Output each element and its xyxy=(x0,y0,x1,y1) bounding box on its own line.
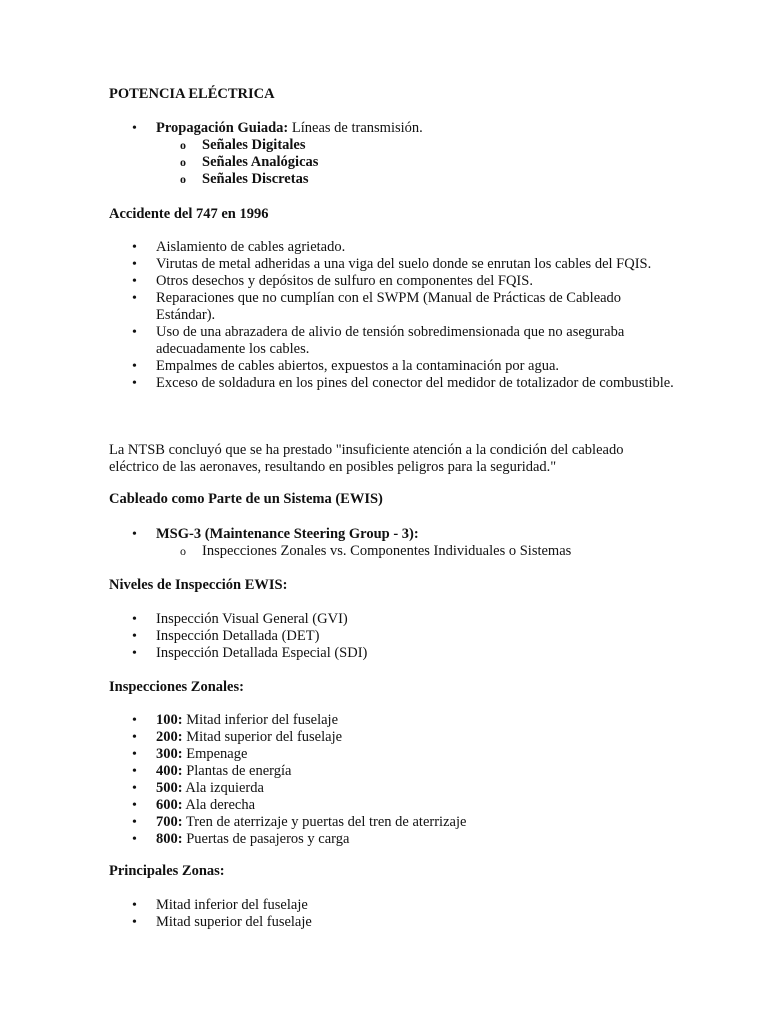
zonales-list xyxy=(0,712,700,848)
section-heading-principales: Principales Zonas: xyxy=(109,863,225,879)
section-heading-accidente: Accidente del 747 en 1996 xyxy=(109,206,269,222)
section-heading-zonales: Inspecciones Zonales: xyxy=(109,679,244,695)
list-item: • Inspección Detallada Especial (SDI) xyxy=(0,645,676,662)
list-item: • Empalmes de cables abiertos, expuestos a la contaminación por agua. xyxy=(0,358,676,375)
propagacion-text: Líneas de transmisión. xyxy=(288,120,423,136)
list-item: • Mitad superior del fuselaje xyxy=(0,914,676,931)
list-item: • Mitad inferior del fuselaje xyxy=(0,897,676,914)
zone-code: 200: xyxy=(156,729,183,745)
zone-code: 800: xyxy=(156,831,183,847)
zone-text: Mitad superior del fuselaje xyxy=(182,729,343,745)
list-item xyxy=(0,780,676,797)
zone-text: Empenage xyxy=(182,746,248,762)
list-item: • Reparaciones que no cumplían con el SWPM (Manual de Prácticas de Cableado Estándar). xyxy=(0,290,676,324)
section-heading-cableado: Cableado como Parte de un Sistema (EWIS) xyxy=(109,491,383,507)
ntsb-conclusion: La NTSB concluyó que se ha prestado "insuficiente atención a la condición del cableado eléctrico de las aeronaves, resultando en posibles peligros para la seguridad." xyxy=(109,442,624,475)
zone-code: 400: xyxy=(156,763,183,779)
zone-text: Mitad inferior del fuselaje xyxy=(182,712,339,728)
list-item xyxy=(0,831,676,848)
section-heading-niveles: Niveles de Inspección EWIS: xyxy=(109,577,288,593)
zone-text: Puertas de pasajeros y carga xyxy=(182,831,350,847)
zone-code: 700: xyxy=(156,814,183,830)
zone-text: Ala derecha xyxy=(182,797,256,813)
list-item: • Aislamiento de cables agrietado. xyxy=(0,239,676,256)
list-item xyxy=(0,797,676,814)
zone-code: 300: xyxy=(156,746,183,762)
list-item xyxy=(0,814,676,831)
propagacion-list xyxy=(0,120,700,188)
sub-list-item: o Señales Discretas xyxy=(156,171,676,188)
signal-sublist xyxy=(156,137,676,188)
msg3-label: MSG-3 (Maintenance Steering Group - 3): xyxy=(156,526,419,542)
list-item xyxy=(0,120,676,188)
list-item xyxy=(0,763,676,780)
list-item xyxy=(0,526,676,560)
msg3-sublist xyxy=(156,543,676,560)
sub-list-item: o Señales Analógicas xyxy=(156,154,676,171)
list-item: • Inspección Detallada (DET) xyxy=(0,628,676,645)
list-item: • Inspección Visual General (GVI) xyxy=(0,611,676,628)
principales-list xyxy=(0,897,700,931)
list-item: • Otros desechos y depósitos de sulfuro en componentes del FQIS. xyxy=(0,273,676,290)
cableado-list xyxy=(0,526,700,560)
niveles-list xyxy=(0,611,700,662)
zone-text: Ala izquierda xyxy=(182,780,264,796)
zone-code: 500: xyxy=(156,780,183,796)
page-title: POTENCIA ELÉCTRICA xyxy=(109,86,275,102)
list-item: • Exceso de soldadura en los pines del conector del medidor de totalizador de combustible. xyxy=(0,375,676,392)
list-item xyxy=(0,729,676,746)
zone-text: Tren de aterrizaje y puertas del tren de aterrizaje xyxy=(182,814,467,830)
list-item: • Virutas de metal adheridas a una viga del suelo donde se enrutan los cables del FQIS. xyxy=(0,256,676,273)
list-item xyxy=(0,712,676,729)
propagacion-label: Propagación Guiada: xyxy=(156,120,289,136)
accidente-list xyxy=(0,239,700,392)
sub-list-item: o Señales Digitales xyxy=(156,137,676,154)
zone-code: 100: xyxy=(156,712,183,728)
sub-list-item: o Inspecciones Zonales vs. Componentes Individuales o Sistemas xyxy=(156,543,676,560)
list-item: • Uso de una abrazadera de alivio de tensión sobredimensionada que no aseguraba adecuadamente los cables. xyxy=(0,324,676,358)
list-item xyxy=(0,746,676,763)
zone-code: 600: xyxy=(156,797,183,813)
zone-text: Plantas de energía xyxy=(182,763,292,779)
